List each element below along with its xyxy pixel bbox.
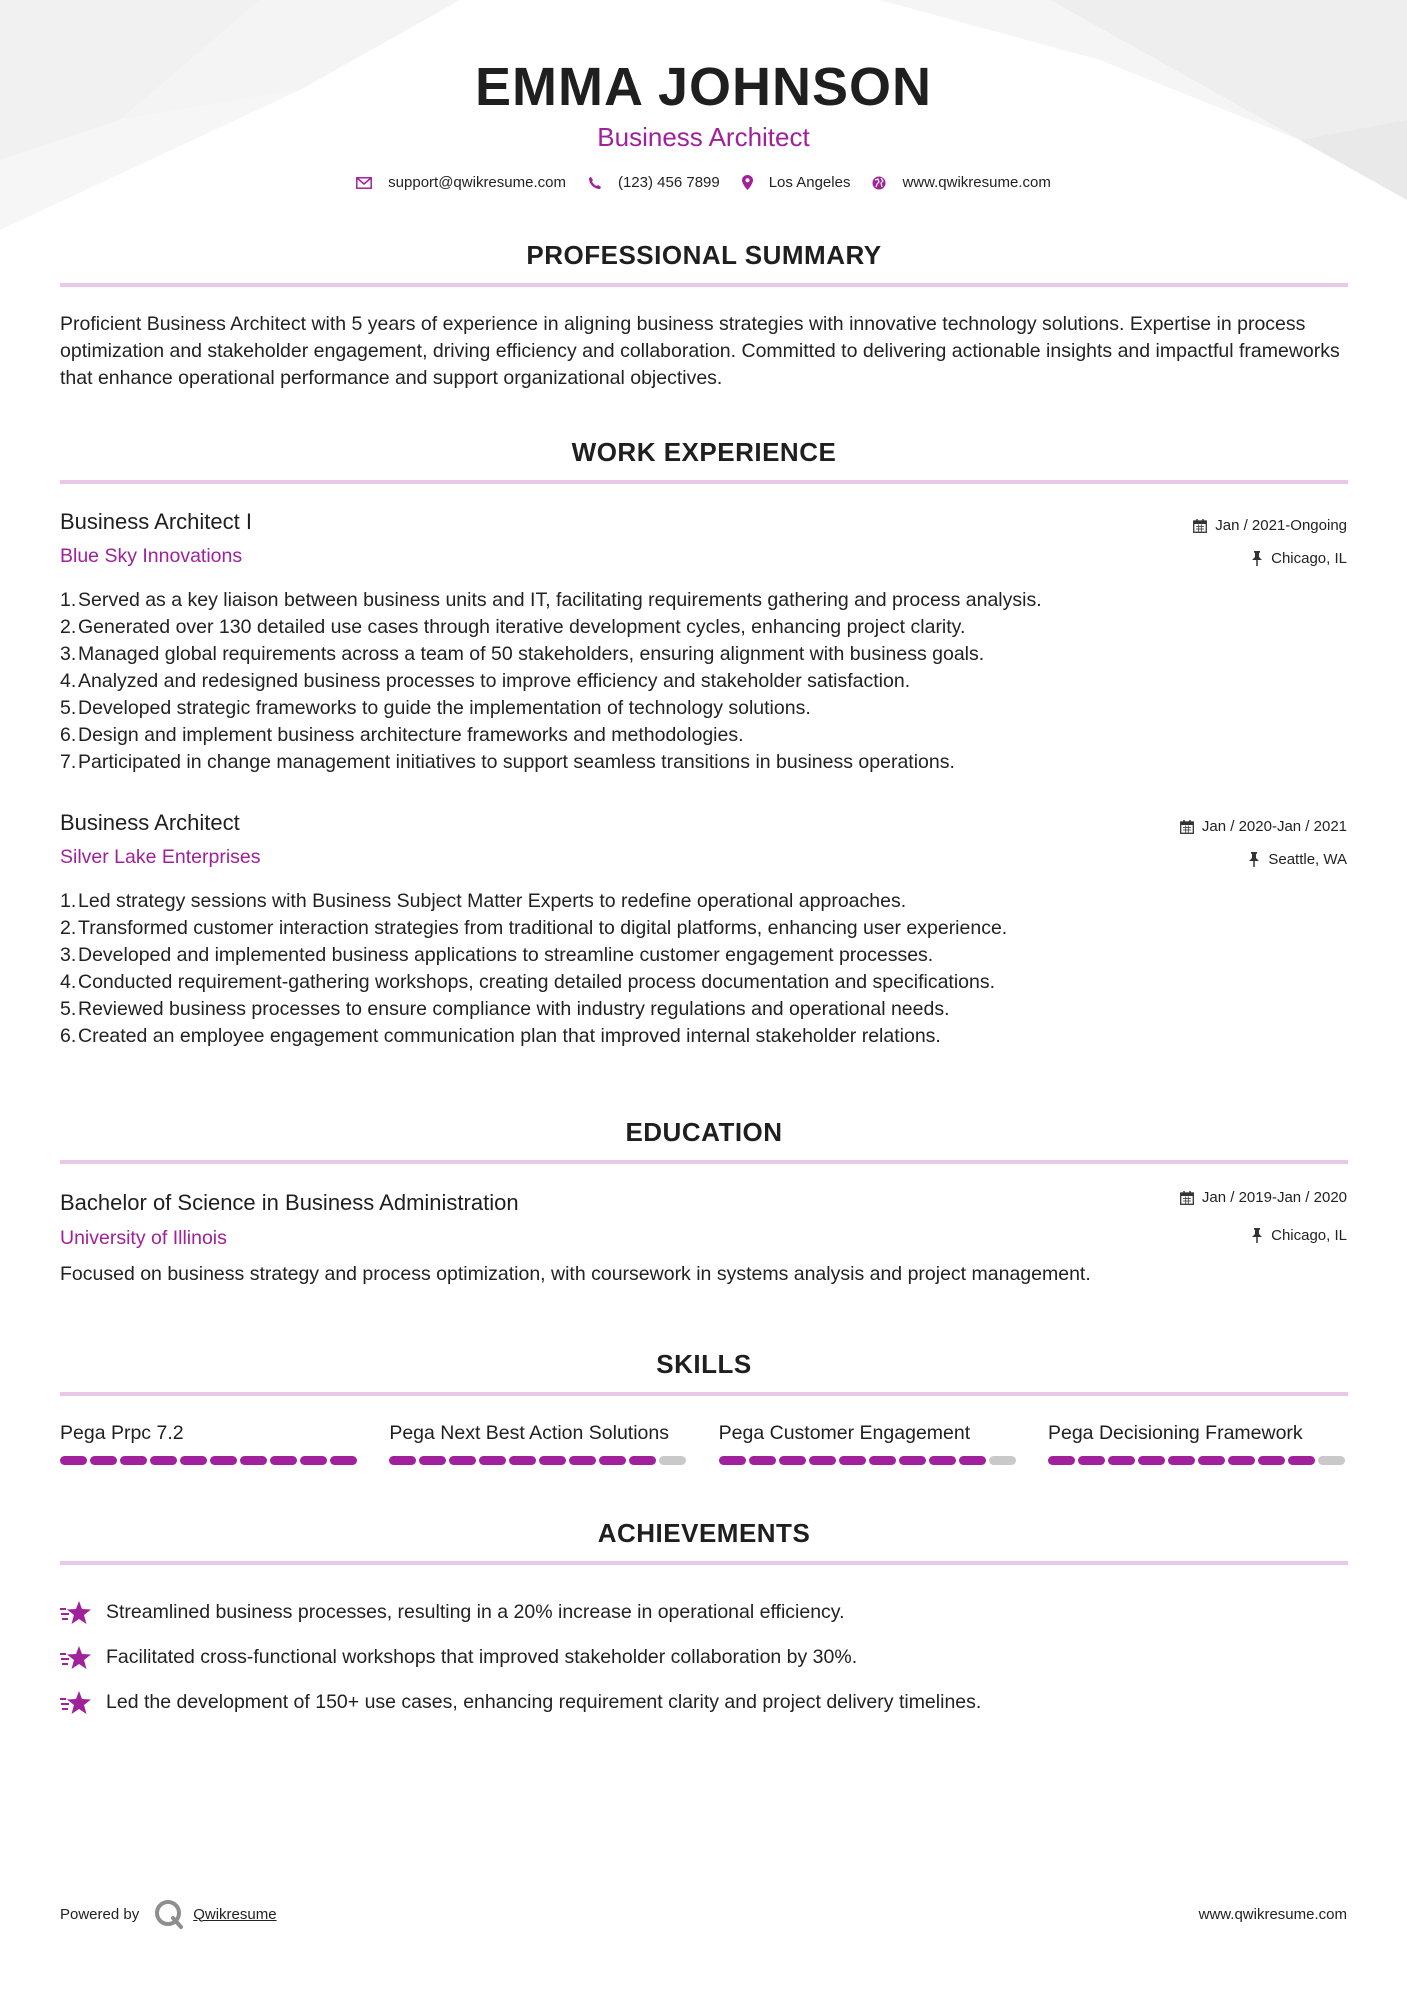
calendar-icon bbox=[1180, 1191, 1194, 1205]
education-divider bbox=[60, 1160, 1348, 1164]
skill-segment-empty bbox=[989, 1456, 1016, 1465]
list-item: 4. Conducted requirement-gathering workshops, creating detailed process documentation and specifications. bbox=[60, 971, 996, 993]
education-location bbox=[1251, 1227, 1347, 1244]
list-item: 6. Design and implement business architecture frameworks and methodologies. bbox=[60, 724, 744, 746]
skill-segment-filled bbox=[1108, 1456, 1135, 1465]
achievements-divider bbox=[60, 1561, 1348, 1565]
skill-segment-filled bbox=[240, 1456, 267, 1465]
skill-segment-empty bbox=[1318, 1456, 1345, 1465]
skill-segment-filled bbox=[1288, 1456, 1315, 1465]
skill-segment-filled bbox=[839, 1456, 866, 1465]
skill-segment-filled bbox=[929, 1456, 956, 1465]
qwikresume-link[interactable]: Qwikresume bbox=[193, 1905, 277, 1923]
education-location-text: Chicago, IL bbox=[1271, 1227, 1347, 1244]
skill-segment-filled bbox=[569, 1456, 596, 1465]
footer-website[interactable]: www.qwikresume.com bbox=[1198, 1906, 1347, 1923]
skill-segment-filled bbox=[180, 1456, 207, 1465]
skill-segment-filled bbox=[959, 1456, 986, 1465]
skill-segment-filled bbox=[330, 1456, 357, 1465]
pushpin-icon bbox=[1248, 852, 1260, 867]
list-item: 2. Transformed customer interaction strategies from traditional to digital platforms, enhancing user experience. bbox=[60, 917, 1008, 939]
skill-segment-filled bbox=[1048, 1456, 1075, 1465]
candidate-title: Business Architect bbox=[597, 122, 810, 152]
job-2-location bbox=[1248, 851, 1347, 868]
skill-segment-filled bbox=[509, 1456, 536, 1465]
achievement-text: Led the development of 150+ use cases, enhancing requirement clarity and project delivery timelines. bbox=[106, 1691, 982, 1713]
skill-segment-filled bbox=[899, 1456, 926, 1465]
skill-item bbox=[1048, 1422, 1348, 1465]
skill-segment-filled bbox=[120, 1456, 147, 1465]
list-item: 5. Reviewed business processes to ensure compliance with industry regulations and operational needs. bbox=[60, 998, 950, 1020]
job-2-company: Silver Lake Enterprises bbox=[60, 846, 261, 868]
experience-divider bbox=[60, 480, 1348, 484]
contact-website[interactable] bbox=[872, 174, 1050, 191]
phone-icon bbox=[588, 176, 602, 190]
skill-segment-filled bbox=[629, 1456, 656, 1465]
skill-item bbox=[389, 1422, 689, 1465]
skill-segment-filled bbox=[1258, 1456, 1285, 1465]
skill-name: Pega Prpc 7.2 bbox=[60, 1422, 184, 1444]
contact-email[interactable] bbox=[356, 174, 566, 191]
job-2-duties bbox=[60, 888, 1350, 1050]
skill-segment-filled bbox=[1168, 1456, 1195, 1465]
job-1-title: Business Architect I bbox=[60, 509, 252, 534]
skill-segment-filled bbox=[210, 1456, 237, 1465]
skill-segment-filled bbox=[1228, 1456, 1255, 1465]
job-1-location-text: Chicago, IL bbox=[1271, 550, 1347, 567]
candidate-name: EMMA JOHNSON bbox=[474, 57, 933, 117]
summary-divider bbox=[60, 283, 1348, 287]
skill-name: Pega Next Best Action Solutions bbox=[389, 1422, 669, 1444]
skill-level-bar bbox=[60, 1456, 360, 1465]
skill-segment-filled bbox=[270, 1456, 297, 1465]
map-marker-icon bbox=[742, 175, 753, 190]
experience-heading: WORK EXPERIENCE bbox=[571, 437, 837, 467]
skill-segment-filled bbox=[1138, 1456, 1165, 1465]
pushpin-icon bbox=[1251, 551, 1263, 566]
pushpin-icon bbox=[1251, 1228, 1263, 1243]
envelope-icon bbox=[356, 177, 372, 189]
shooting-star-icon bbox=[60, 1645, 92, 1671]
summary-text: Proficient Business Architect with 5 years of experience in aligning business strategies with innovative technology solutions. Expertise in process optimization and stakeholder engagement, driving efficiency and collaboration. Committed to delivering actionable insights and impactful frameworks that enhance operational performance and support organizational objectives. bbox=[60, 313, 1340, 389]
skill-level-bar bbox=[389, 1456, 689, 1465]
skill-segment-filled bbox=[869, 1456, 896, 1465]
education-degree: Bachelor of Science in Business Administration bbox=[60, 1190, 519, 1215]
job-2-location-text: Seattle, WA bbox=[1268, 851, 1347, 868]
job-1-company: Blue Sky Innovations bbox=[60, 545, 243, 567]
list-item: 5. Developed strategic frameworks to guide the implementation of technology solutions. bbox=[60, 697, 811, 719]
job-1-dates bbox=[1193, 517, 1347, 534]
skill-segment-filled bbox=[419, 1456, 446, 1465]
footer-powered-by bbox=[60, 1898, 277, 1930]
skill-segment-filled bbox=[749, 1456, 776, 1465]
job-2-title: Business Architect bbox=[60, 810, 240, 835]
skill-item bbox=[60, 1422, 360, 1465]
list-item: 3. Developed and implemented business applications to streamline customer engagement processes. bbox=[60, 944, 934, 966]
achievement-item bbox=[60, 1680, 1350, 1725]
skill-segment-filled bbox=[809, 1456, 836, 1465]
contact-email-text: support@qwikresume.com bbox=[388, 174, 566, 191]
skill-segment-filled bbox=[599, 1456, 626, 1465]
skill-segment-filled bbox=[150, 1456, 177, 1465]
list-item: 3. Managed global requirements across a team of 50 stakeholders, ensuring alignment with business goals. bbox=[60, 643, 985, 665]
skill-segment-empty bbox=[659, 1456, 686, 1465]
achievements-heading: ACHIEVEMENTS bbox=[597, 1518, 811, 1548]
skills-list bbox=[60, 1422, 1348, 1465]
skill-name: Pega Decisioning Framework bbox=[1047, 1422, 1303, 1444]
contact-bar bbox=[0, 174, 1407, 191]
contact-location-text: Los Angeles bbox=[768, 174, 851, 191]
skill-name: Pega Customer Engagement bbox=[718, 1422, 971, 1444]
job-2-dates bbox=[1180, 818, 1347, 835]
skills-heading: SKILLS bbox=[656, 1349, 752, 1379]
skill-segment-filled bbox=[389, 1456, 416, 1465]
skill-level-bar bbox=[1048, 1456, 1348, 1465]
skill-item bbox=[719, 1422, 1019, 1465]
skills-divider bbox=[60, 1392, 1348, 1396]
skill-segment-filled bbox=[90, 1456, 117, 1465]
qwikresume-logo-icon bbox=[153, 1898, 185, 1930]
list-item: 6. Created an employee engagement communication plan that improved internal stakeholder relations. bbox=[60, 1025, 941, 1047]
skill-segment-filled bbox=[449, 1456, 476, 1465]
contact-phone[interactable] bbox=[588, 174, 720, 191]
education-heading: EDUCATION bbox=[625, 1117, 783, 1147]
skill-segment-filled bbox=[539, 1456, 566, 1465]
skill-level-bar bbox=[719, 1456, 1019, 1465]
achievement-item bbox=[60, 1635, 1350, 1680]
globe-icon bbox=[872, 176, 886, 190]
achievement-text: Streamlined business processes, resulting in a 20% increase in operational efficiency. bbox=[106, 1601, 845, 1623]
skill-segment-filled bbox=[300, 1456, 327, 1465]
education-dates-text: Jan / 2019-Jan / 2020 bbox=[1201, 1189, 1347, 1206]
skill-segment-filled bbox=[1078, 1456, 1105, 1465]
list-item: 2. Generated over 130 detailed use cases through iterative development cycles, enhancing project clarity. bbox=[60, 616, 966, 638]
shooting-star-icon bbox=[60, 1690, 92, 1716]
achievement-item bbox=[60, 1590, 1350, 1635]
achievement-text: Facilitated cross-functional workshops that improved stakeholder collaboration by 30%. bbox=[106, 1646, 858, 1668]
education-school: University of Illinois bbox=[60, 1227, 227, 1249]
skill-segment-filled bbox=[719, 1456, 746, 1465]
job-2-dates-text: Jan / 2020-Jan / 2021 bbox=[1201, 818, 1347, 835]
list-item: 4. Analyzed and redesigned business processes to improve efficiency and stakeholder satisfaction. bbox=[60, 670, 911, 692]
contact-location bbox=[742, 174, 851, 191]
contact-phone-text: (123) 456 7899 bbox=[617, 174, 720, 191]
education-dates bbox=[1180, 1189, 1347, 1206]
list-item: 1. Served as a key liaison between business units and IT, facilitating requirements gathering and process analysis. bbox=[60, 589, 1042, 611]
skill-segment-filled bbox=[60, 1456, 87, 1465]
calendar-icon bbox=[1193, 519, 1207, 533]
job-1-dates-text: Jan / 2021-Ongoing bbox=[1215, 517, 1347, 534]
achievements-list bbox=[60, 1590, 1350, 1725]
job-1-location bbox=[1251, 550, 1347, 567]
contact-website-text: www.qwikresume.com bbox=[902, 174, 1051, 191]
job-1-duties bbox=[60, 587, 1350, 776]
skill-segment-filled bbox=[479, 1456, 506, 1465]
powered-by-label: Powered by bbox=[60, 1905, 140, 1923]
summary-heading: PROFESSIONAL SUMMARY bbox=[526, 240, 882, 270]
list-item: 7. Participated in change management initiatives to support seamless transitions in business operations. bbox=[60, 751, 955, 773]
skill-segment-filled bbox=[1198, 1456, 1225, 1465]
skill-segment-filled bbox=[779, 1456, 806, 1465]
shooting-star-icon bbox=[60, 1600, 92, 1626]
education-description: Focused on business strategy and process optimization, with coursework in systems analysis and project management. bbox=[60, 1263, 1091, 1285]
list-item: 1. Led strategy sessions with Business Subject Matter Experts to redefine operational approaches. bbox=[60, 890, 907, 912]
calendar-icon bbox=[1180, 820, 1194, 834]
